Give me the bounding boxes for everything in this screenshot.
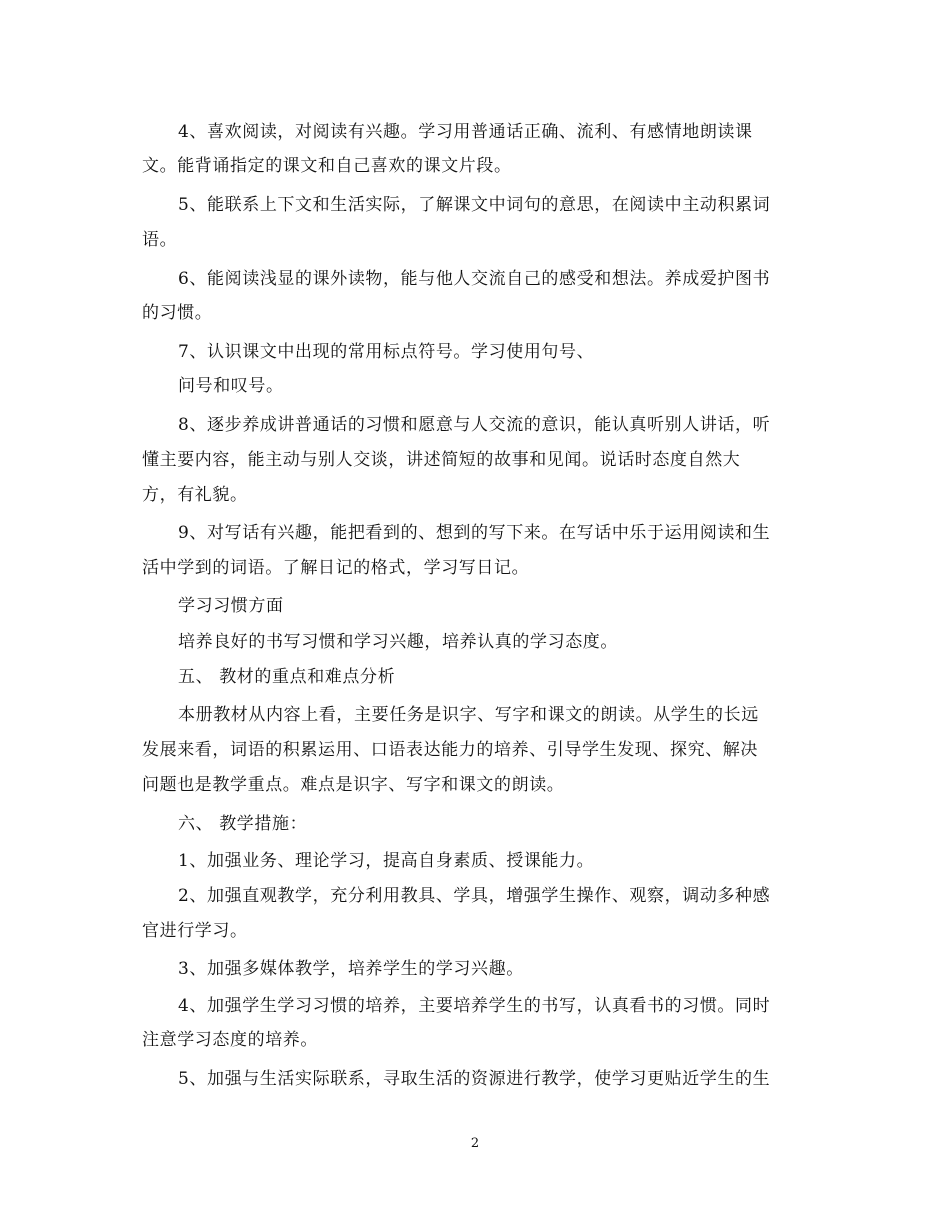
text-line: 培养良好的书写习惯和学习兴趣，培养认真的学习态度。 [178,632,618,652]
text-line: 5、能联系上下文和生活实际，了解课文中词句的意思，在阅读中主动积累词 [178,195,771,215]
text-line: 8、逐步养成讲普通话的习惯和愿意与人交流的意识，能认真听别人讲话，听 [178,415,771,435]
text-line: 注意学习态度的培养。 [142,1030,318,1050]
text-line: 的习惯。 [142,303,213,323]
page-number: 2 [470,1136,480,1151]
text-line: 语。 [142,230,178,250]
text-line: 7、认识课文中出现的常用标点符号。学习使用句号、 [178,342,595,362]
text-line: 懂主要内容，能主动与别人交谈，讲述简短的故事和见闻。说话时态度自然大 [142,450,741,470]
section-heading: 六、 教学措施： [178,814,308,834]
text-line: 本册教材从内容上看，主要任务是识字、写字和课文的朗读。从学生的长远 [178,705,759,725]
text-line: 4、喜欢阅读，对阅读有兴趣。学习用普通话正确、流利、有感情地朗读课 [178,122,753,142]
text-line: 9、对写话有兴趣，能把看到的、想到的写下来。在写话中乐于运用阅读和生 [178,523,771,543]
text-line: 文。能背诵指定的课文和自己喜欢的课文片段。 [142,156,512,176]
text-line: 官进行学习。 [142,921,248,941]
section-heading: 五、 教材的重点和难点分析 [178,667,396,687]
section-heading: 学习习惯方面 [178,596,284,616]
text-line: 4、加强学生学习习惯的培养，主要培养学生的书写，认真看书的习惯。同时 [178,996,771,1016]
text-line: 活中学到的词语。了解日记的格式，学习写日记。 [142,558,530,578]
text-line: 2、加强直观教学，充分利用教具、学具，增强学生操作、观察，调动多种感 [178,886,771,906]
text-line: 5、加强与生活实际联系，寻取生活的资源进行教学，使学习更贴近学生的生 [178,1069,771,1089]
text-line: 发展来看，词语的积累运用、口语表达能力的培养、引导学生发现、探究、解决 [142,740,758,760]
text-line: 问题也是教学重点。难点是识字、写字和课文的朗读。 [142,775,565,795]
text-line: 1、加强业务、理论学习，提高自身素质、授课能力。 [178,851,595,871]
text-line: 3、加强多媒体教学，培养学生的学习兴趣。 [178,959,524,979]
text-line: 方，有礼貌。 [142,485,248,505]
text-line: 6、能阅读浅显的课外读物，能与他人交流自己的感受和想法。养成爱护图书 [178,269,771,289]
text-line: 问号和叹号。 [178,376,284,396]
